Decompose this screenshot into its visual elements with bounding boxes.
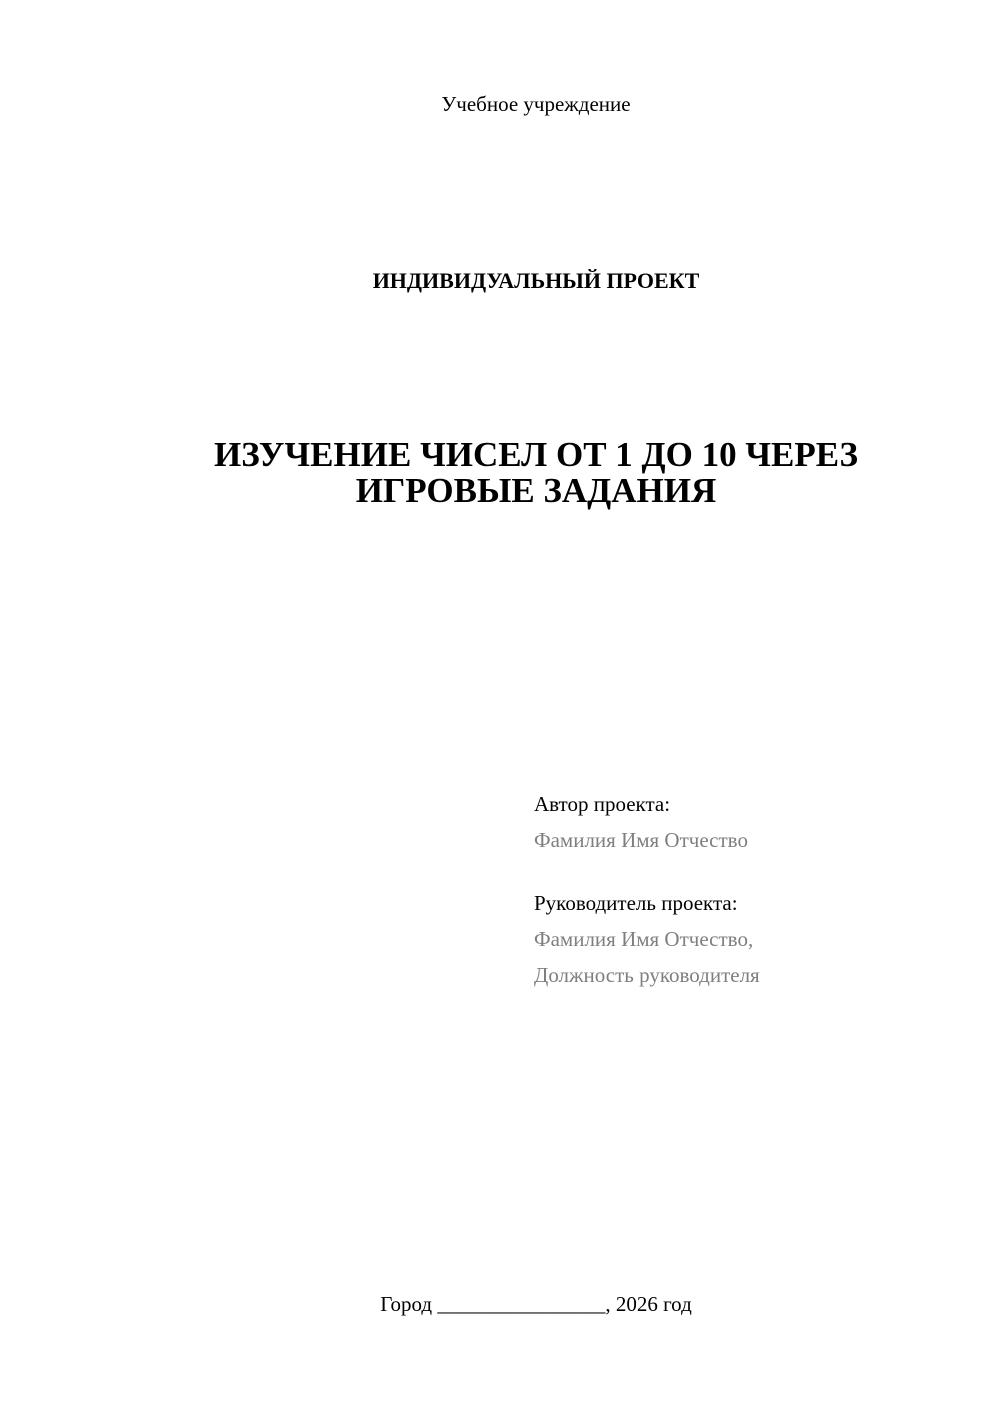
institution-name: Учебное учреждение [441, 92, 631, 116]
credits-spacer [534, 858, 974, 885]
project-title-line-1: ИЗУЧЕНИЕ ЧИСЕЛ ОТ 1 ДО 10 ЧЕРЕЗ [213, 435, 858, 474]
document-type: ИНДИВИДУАЛЬНЫЙ ПРОЕКТ [372, 268, 700, 293]
project-title [140, 437, 932, 509]
author-name: Фамилия Имя Отчество [534, 828, 748, 852]
supervisor-position: Должность руководителя [534, 963, 760, 987]
supervisor-name: Фамилия Имя Отчество, [534, 927, 754, 951]
credits-block [534, 786, 974, 993]
supervisor-label: Руководитель проекта: [534, 891, 738, 915]
author-label: Автор проекта: [534, 792, 671, 816]
project-title-line-2: ИГРОВЫЕ ЗАДАНИЯ [355, 471, 717, 510]
city-year-footer: Город ________________, 2026 год [380, 1292, 692, 1316]
